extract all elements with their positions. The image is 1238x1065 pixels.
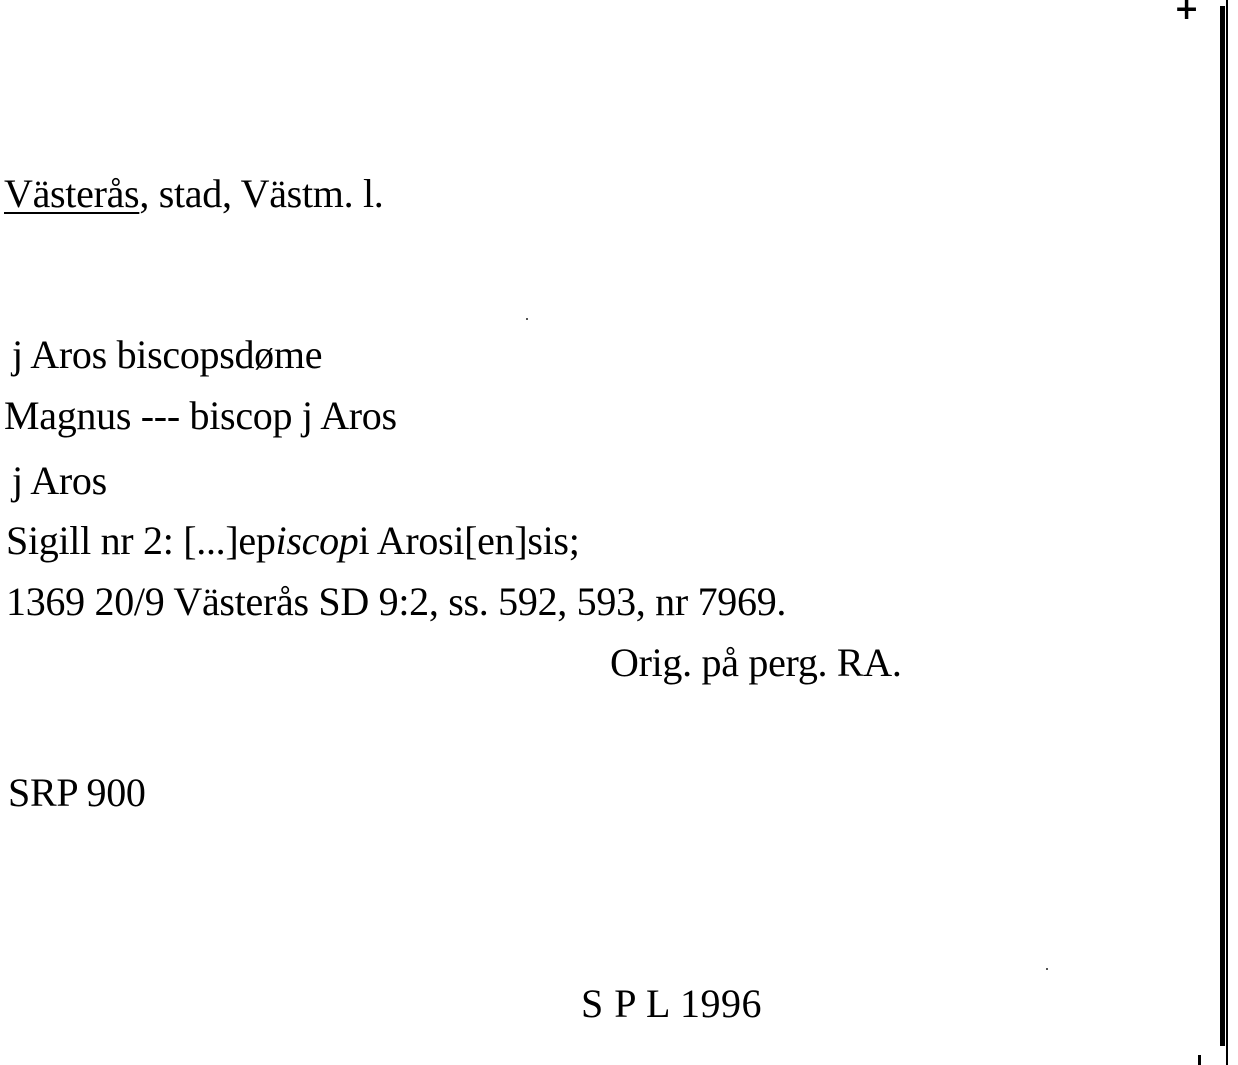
entry-location: j Aros bbox=[12, 458, 107, 503]
entry-diocese: j Aros biscopsdøme bbox=[12, 332, 323, 377]
scan-edge-bar bbox=[1220, 6, 1225, 1046]
footer-stamp: S P L 1996 bbox=[581, 981, 762, 1026]
scan-edge-line bbox=[1226, 0, 1228, 1065]
tick-mark bbox=[1198, 1055, 1201, 1065]
place-heading bbox=[4, 172, 384, 216]
place-name: Västerås bbox=[4, 171, 140, 216]
seal-italic: iscop bbox=[275, 518, 359, 563]
seal-inscription bbox=[6, 519, 580, 563]
reference-code: SRP 900 bbox=[8, 770, 146, 815]
seal-prefix: Sigill nr 2: [...]ep bbox=[6, 518, 276, 563]
plus-mark-icon: + bbox=[1174, 0, 1200, 27]
speck bbox=[526, 318, 528, 320]
place-description: , stad, Västm. l. bbox=[139, 171, 384, 216]
source-note: Orig. på perg. RA. bbox=[610, 640, 902, 685]
entry-bishop: Magnus --- biscop j Aros bbox=[4, 393, 397, 438]
speck bbox=[1046, 968, 1048, 970]
seal-suffix: i Arosi[en]sis; bbox=[358, 518, 580, 563]
citation: 1369 20/9 Västerås SD 9:2, ss. 592, 593, nr 7969. bbox=[6, 579, 787, 624]
